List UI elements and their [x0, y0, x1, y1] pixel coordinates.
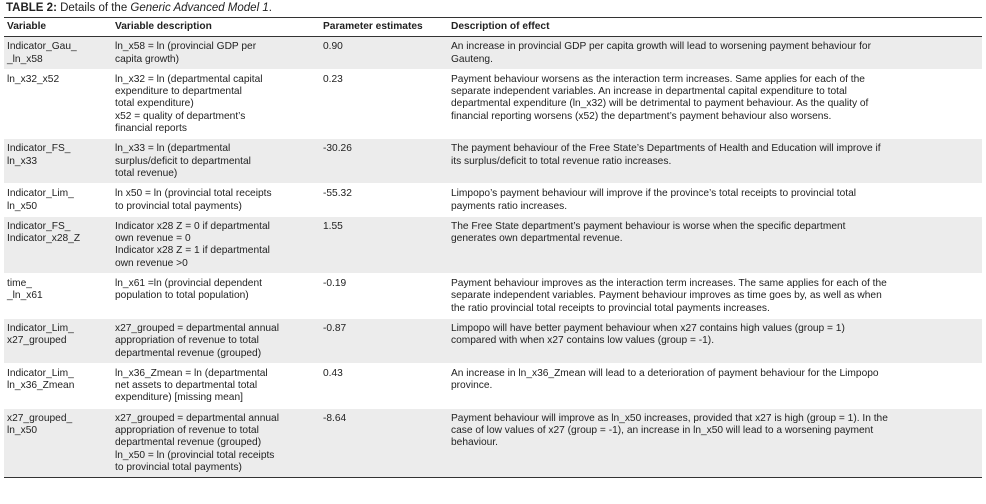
cell-variable-description-line: departmental revenue (grouped) [115, 347, 262, 359]
cell-description-of-effect-line: departmental expenditure (ln_x32) will be detrimental to payment behaviour. As the quality of [451, 98, 869, 110]
cell-variable [4, 69, 112, 138]
cell-variable-line: Indicator_Gau_ [7, 41, 77, 53]
cell-variable-description-line: ln_x50 = ln (provincial total receipts [115, 449, 275, 461]
cell-variable-description-line: financial reports [115, 123, 187, 135]
cell-variable-description [112, 216, 320, 273]
cell-description-of-effect-line: Payment behaviour will improve as ln_x50 increases, provided that x27 is high (group = 1). In the [451, 412, 888, 424]
cell-description-of-effect-line: Payment behaviour worsens as the interaction term increases. Same applies for each of the [451, 73, 865, 85]
cell-description-of-effect [448, 216, 982, 273]
cell-variable-description-line: ln_x32 = ln (departmental capital [115, 73, 263, 85]
table-header-row [4, 18, 982, 37]
cell-description-of-effect-line: financial reporting worsens (x52) the department’s payment behaviour also worsens. [451, 110, 832, 122]
cell-variable-line: x27_grouped_ [7, 412, 73, 424]
cell-variable-description-line: ln_x58 = ln (provincial GDP per [115, 41, 257, 53]
cell-variable [4, 318, 112, 363]
cell-description-of-effect-line: its surplus/deficit to total revenue ratio increases. [451, 155, 672, 167]
cell-description-of-effect-line: The Free State department’s payment behaviour is worse when the specific department [451, 220, 846, 232]
cell-variable-description-line: Indicator x28 Z = 0 if departmental [115, 220, 270, 232]
cell-description-of-effect-line: Payment behaviour improves as the interaction term increases. The same applies for each of the [451, 278, 887, 290]
caption-text: Details of the [56, 2, 131, 14]
cell-variable-description-line: x52 = quality of department’s [115, 110, 246, 122]
caption-label: TABLE 2: [6, 2, 57, 14]
cell-variable-description-line: total expenditure) [115, 98, 194, 110]
cell-description-of-effect-line: Gauteng. [451, 53, 493, 65]
cell-description-of-effect-line: Limpopo will have better payment behaviour when x27 contains high values (group = 1) [451, 322, 845, 334]
cell-parameter-estimate: -0.19 [320, 274, 448, 319]
cell-variable-description-line: x27_grouped = departmental annual [115, 412, 279, 424]
cell-description-of-effect-line: province. [451, 380, 493, 392]
cell-description-of-effect [448, 408, 982, 477]
cell-description-of-effect-line: compared with when x27 contains low values (group = -1). [451, 335, 715, 347]
cell-parameter-estimate: 1.55 [320, 216, 448, 273]
header-description-of-effect: Description of effect [448, 18, 982, 37]
cell-variable-description-line: expenditure to departmental [115, 86, 242, 98]
cell-variable-description-line: own revenue = 0 [115, 233, 191, 245]
cell-variable-line: Indicator_FS_ [7, 143, 71, 155]
cell-variable-line: _ln_x61 [7, 290, 43, 302]
cell-variable-line: ln_x32_x52 [7, 73, 60, 85]
cell-variable-description [112, 274, 320, 319]
cell-description-of-effect-line: case of low values of x27 (group = -1), an increase in ln_x50 will lead to a worsening payment [451, 425, 874, 437]
cell-description-of-effect-line: separate independent variables. Payment behaviour improves as time goes by, as well as when [451, 290, 882, 302]
cell-variable-description-line: to provincial total payments) [115, 200, 242, 212]
cell-variable-description [112, 37, 320, 70]
cell-variable-description-line: appropriation of revenue to total [115, 425, 259, 437]
cell-variable-description-line: departmental revenue (grouped) [115, 437, 262, 449]
table-row [4, 37, 982, 70]
cell-description-of-effect-line: the ratio provincial total receipts to provincial total payments increases. [451, 302, 770, 314]
cell-variable [4, 408, 112, 477]
table-row [4, 318, 982, 363]
cell-variable-description-line: own revenue >0 [115, 257, 188, 269]
table-row [4, 408, 982, 477]
cell-parameter-estimate: 0.23 [320, 69, 448, 138]
cell-parameter-estimate: -55.32 [320, 184, 448, 217]
cell-variable-line: Indicator_Lim_ [7, 367, 74, 379]
cell-description-of-effect-line: separate independent variables. An increase in departmental capital expenditure to total [451, 86, 847, 98]
cell-variable-description-line: appropriation of revenue to total [115, 335, 259, 347]
cell-variable-description-line: ln_x36_Zmean = ln (departmental [115, 367, 268, 379]
cell-variable-description-line: x27_grouped = departmental annual [115, 322, 279, 334]
header-parameter-estimates: Parameter estimates [320, 18, 448, 37]
cell-variable-description [112, 318, 320, 363]
cell-variable [4, 139, 112, 184]
cell-description-of-effect-line: behaviour. [451, 437, 499, 449]
cell-variable-description-line: population to total population) [115, 290, 249, 302]
cell-variable-description-line: net assets to departmental total [115, 380, 258, 392]
table-caption [6, 2, 982, 15]
cell-variable-description-line: ln x50 = ln (provincial total receipts [115, 188, 272, 200]
cell-description-of-effect-line: Limpopo’s payment behaviour will improve if the province’s total receipts to provincial total [451, 188, 857, 200]
cell-variable-line: x27_grouped [7, 335, 67, 347]
header-variable-description: Variable description [112, 18, 320, 37]
cell-variable-description-line: capita growth) [115, 53, 179, 65]
table-row [4, 216, 982, 273]
table-row [4, 139, 982, 184]
cell-description-of-effect [448, 37, 982, 70]
cell-description-of-effect-line: An increase in provincial GDP per capita growth will lead to worsening payment behaviour for [451, 41, 871, 53]
cell-variable-line: ln_x36_Zmean [7, 380, 75, 392]
cell-description-of-effect [448, 318, 982, 363]
cell-variable-line: Indicator_FS_ [7, 220, 71, 232]
cell-variable-line: ln_x50 [7, 200, 38, 212]
cell-variable-description [112, 139, 320, 184]
cell-variable-description-line: expenditure) [missing mean] [115, 392, 243, 404]
cell-parameter-estimate: -0.87 [320, 318, 448, 363]
cell-variable-description-line: ln_x33 = ln (departmental [115, 143, 231, 155]
cell-variable-line: ln_x50 [7, 425, 38, 437]
cell-variable-line: _ln_x58 [7, 53, 43, 65]
cell-description-of-effect [448, 363, 982, 408]
cell-variable-description-line: ln_x61 =ln (provincial dependent [115, 278, 262, 290]
cell-variable [4, 184, 112, 217]
cell-variable [4, 274, 112, 319]
cell-variable-description [112, 363, 320, 408]
cell-variable-description-line: total revenue) [115, 167, 178, 179]
cell-parameter-estimate: 0.43 [320, 363, 448, 408]
cell-variable [4, 216, 112, 273]
table-body [4, 37, 982, 478]
cell-variable-description-line: surplus/deficit to departmental [115, 155, 251, 167]
cell-parameter-estimate: -30.26 [320, 139, 448, 184]
cell-variable-line: time_ [7, 278, 32, 290]
table-row [4, 69, 982, 138]
cell-description-of-effect-line: The payment behaviour of the Free State’s Departments of Health and Education will improve if [451, 143, 881, 155]
table-row [4, 274, 982, 319]
cell-description-of-effect [448, 184, 982, 217]
cell-description-of-effect-line: An increase in ln_x36_Zmean will lead to a deterioration of payment behaviour for the Limpopo [451, 367, 879, 379]
cell-variable-description [112, 184, 320, 217]
cell-variable-line: ln_x33 [7, 155, 38, 167]
cell-description-of-effect [448, 274, 982, 319]
header-variable: Variable [4, 18, 112, 37]
table-row [4, 363, 982, 408]
cell-variable [4, 37, 112, 70]
cell-variable-description-line: to provincial total payments) [115, 461, 242, 473]
table-row [4, 184, 982, 217]
cell-variable [4, 363, 112, 408]
cell-parameter-estimate: 0.90 [320, 37, 448, 70]
cell-variable-description [112, 69, 320, 138]
details-table [4, 17, 982, 478]
cell-description-of-effect-line: payments ratio increases. [451, 200, 568, 212]
cell-variable-description-line: Indicator x28 Z = 1 if departmental [115, 245, 270, 257]
caption-model-name: Generic Advanced Model 1 [130, 2, 269, 14]
cell-description-of-effect [448, 69, 982, 138]
cell-variable-line: Indicator_Lim_ [7, 188, 74, 200]
cell-variable-line: Indicator_x28_Z [7, 233, 81, 245]
cell-parameter-estimate: -8.64 [320, 408, 448, 477]
cell-variable-line: Indicator_Lim_ [7, 322, 74, 334]
cell-description-of-effect-line: generates own departmental revenue. [451, 233, 623, 245]
cell-variable-description [112, 408, 320, 477]
cell-description-of-effect [448, 139, 982, 184]
caption-end: . [268, 2, 272, 14]
